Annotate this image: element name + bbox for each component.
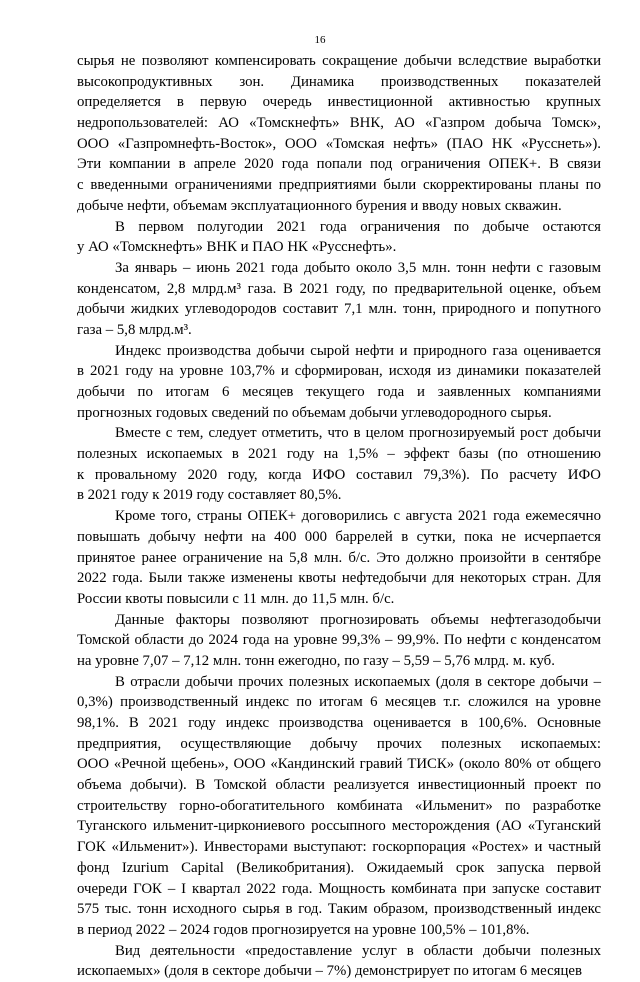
text-line: Кроме того, страны ОПЕК+ договорились с августа 2021 года ежемесячно	[115, 508, 601, 525]
text-line: принятое ранее ограничение на 5,8 млн. б/с. Это должно произойти в сентябре	[77, 549, 601, 566]
text-line: В отрасли добычи прочих полезных ископаемых (доля в секторе добычи –	[115, 673, 601, 690]
text-line: В первом полугодии 2021 года ограничения по добыче остаются	[115, 218, 601, 235]
text-line: фонд Izurium Capital (Великобритания). Ожидаемый срок запуска первой	[77, 859, 601, 876]
text-line: Вид деятельности «предоставление услуг в области добычи полезных	[115, 942, 601, 959]
text-line: очереди ГОК – I квартал 2022 года. Мощность комбината при запуске составит	[77, 880, 601, 897]
text-line: 2022 года. Были также изменены квоты нефтедобычи для некоторых стран. Для	[77, 570, 601, 587]
text-line: Туганского ильменит-циркониевого россыпного месторождения (АО «Туганский	[77, 818, 601, 835]
text-line: России квоты повысили с 11 млн. до 11,5 млн. б/с.	[77, 590, 395, 607]
text-line: прогнозных годовых сведений по объемам добычи углеводородного сырья.	[77, 404, 552, 421]
body-text	[77, 51, 601, 982]
text-line: 98,1%. В 2021 году индекс производства оценивается в 100,6%. Основные	[77, 715, 601, 731]
text-line: ООО «Газпромнефть-Восток», ООО «Томская нефть» (ПАО НК «Русснеть»).	[77, 135, 601, 152]
paragraph	[77, 610, 601, 672]
paragraph	[77, 672, 601, 941]
text-line: 575 тыс. тонн исходного сырья в год. Таким образом, производственный индекс	[77, 901, 601, 918]
text-line: добычи жидких углеводородов составит 7,1 млн. тонн, природного и попутного	[77, 301, 601, 318]
paragraph	[77, 258, 601, 341]
text-line: ООО «Речной щебень», ООО «Кандинский гравий ТИСК» (около 80% от общего	[77, 756, 601, 773]
text-line: строительству горно-обогатительного комбината «Ильменит» по разработке	[77, 797, 601, 814]
paragraph	[77, 506, 601, 609]
text-line: повышать добычу нефти на 400 000 баррелей в сутки, пока не исчерпается	[77, 528, 601, 545]
text-line: добычи по итогам 6 месяцев текущего года и заявленных компаниями	[77, 384, 601, 400]
text-line: Вместе с тем, следует отметить, что в целом прогнозируемый рост добычи	[115, 425, 601, 442]
text-line: Эти компании в апреле 2020 года попали под ограничения ОПЕК+. В связи	[77, 156, 601, 173]
text-line: Томской области до 2024 года на уровне 99,3% – 99,9%. По нефти с конденсатом	[77, 632, 601, 649]
text-line: к провальному 2020 году, когда ИФО составил 79,3%). По расчету ИФО	[77, 466, 601, 483]
text-line: в 2021 году к 2019 году составляет 80,5%.	[77, 487, 342, 504]
text-line: конденсатом, 2,8 млрд.м³ газа. В 2021 году, по предварительной оценке, объем	[77, 280, 601, 297]
text-line: сырья не позволяют компенсировать сокращение добычи вследствие выработки	[77, 53, 601, 69]
text-line: с введенными ограничениями предприятиями были скорректированы планы по	[77, 177, 601, 194]
text-line: За январь – июнь 2021 года добыто около 3,5 млн. тонн нефти с газовым	[115, 259, 601, 276]
text-line: объема добычи). В Томской области реализуется инвестиционный проект по	[77, 777, 601, 794]
paragraph	[77, 423, 601, 506]
text-line: газа – 5,8 млрд.м³.	[77, 321, 192, 338]
text-line: недропользователей: АО «Томскнефть» ВНК, АО «Газпром добыча Томск»,	[77, 115, 601, 132]
text-line: ГОК «Ильменит»). Инвесторами выступают: госкорпорация «Ростех» и частный	[77, 839, 601, 856]
text-line: в 2021 году на уровне 103,7% и сформирован, исходя из динамики показателей	[77, 363, 601, 380]
page-number: 16	[314, 34, 326, 46]
text-line: ископаемых» (доля в секторе добычи – 7%) демонстрирует по итогам 6 месяцев	[77, 963, 582, 980]
text-line: в период 2022 – 2024 годов прогнозируется на уровне 100,5% – 101,8%.	[77, 921, 530, 938]
text-line: полезных ископаемых в 2021 году на 1,5% – эффект базы (по отношению	[77, 446, 601, 463]
text-line: 0,3%) производственный индекс по итогам 6 месяцев т.г. сложился на уровне	[77, 694, 601, 711]
text-line: Индекс производства добычи сырой нефти и природного газа оценивается	[115, 342, 601, 359]
text-line: добыче нефти, объемам эксплуатационного бурения и вводу новых скважин.	[77, 197, 562, 214]
text-line: Данные факторы позволяют прогнозировать объемы нефтегазодобычи	[115, 611, 601, 628]
text-line: у АО «Томскнефть» ВНК и ПАО НК «Русснефть».	[77, 239, 397, 256]
paragraph	[77, 217, 601, 258]
text-line: предприятия, осуществляющие добычу прочих полезных ископаемых:	[77, 735, 601, 752]
text-line: высокопродуктивных зон. Динамика производственных показателей	[77, 73, 601, 90]
text-line: определяется в первую очередь инвестиционной активностью крупных	[77, 94, 601, 111]
paragraph	[77, 941, 601, 982]
text-line: на уровне 7,07 – 7,12 млн. тонн ежегодно, по газу – 5,59 – 5,76 млрд. м. куб.	[77, 652, 555, 669]
paragraph	[77, 51, 601, 217]
paragraph	[77, 341, 601, 424]
